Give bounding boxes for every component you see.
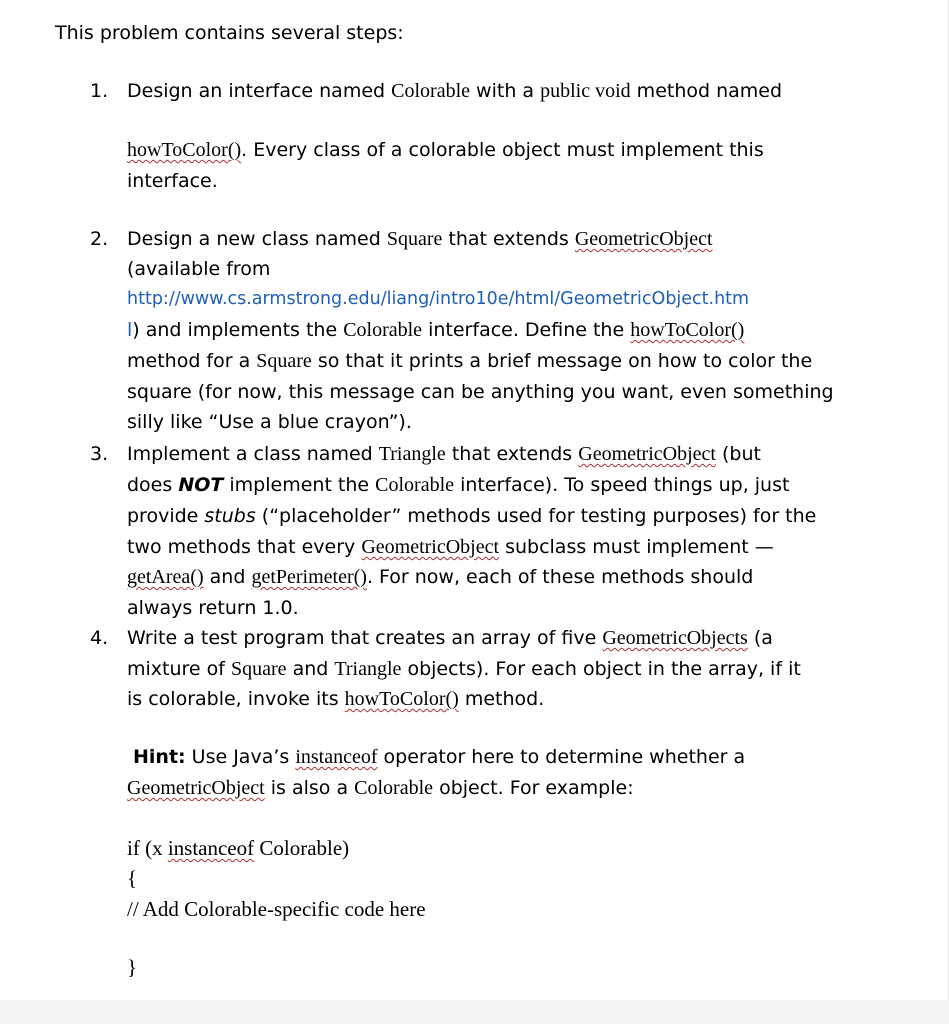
hint-line-1: Hint: Use Java’s instanceof operator here to determine whether a [133, 746, 746, 768]
code-line-2: { [127, 866, 138, 890]
step-3-line-5: getArea() and getPerimeter(). For now, each of these methods should [127, 566, 754, 588]
step-1-line-1: Design an interface named Colorable with a public void method named [127, 80, 783, 102]
code-line-3: // Add Colorable-specific code here [127, 897, 426, 921]
geometricobject-url-link[interactable]: http://www.cs.armstrong.edu/liang/intro10e/html/GeometricObject.htm [127, 289, 750, 309]
step-2-line-7: silly like “Use a blue crayon”). [127, 411, 412, 433]
step-3-line-6: always return 1.0. [127, 597, 299, 619]
code-line-1: if (x instanceof Colorable) [127, 836, 350, 860]
step-2-number: 2. [90, 228, 109, 250]
hint-label: Hint: [133, 746, 186, 768]
step-2-line-2: (available from [127, 258, 271, 280]
step-4-line-1: Write a test program that creates an array of five GeometricObjects (a [127, 627, 773, 649]
step-1-line-2: howToColor(). Every class of a colorable object must implement this [127, 139, 764, 161]
step-2-line-4: l) and implements the Colorable interface. Define the howToColor() [127, 319, 745, 341]
step-4-line-2: mixture of Square and Triangle objects). For each object in the array, if it [127, 658, 801, 680]
step-1-number: 1. [90, 80, 109, 102]
step-1-line-3: interface. [127, 170, 218, 192]
intro-text: This problem contains several steps: [55, 22, 404, 44]
step-3-line-3: provide stubs (“placeholder” methods used for testing purposes) for the [127, 505, 817, 527]
step-3-line-1: Implement a class named Triangle that extends GeometricObject (but [127, 443, 761, 465]
hint-line-2: GeometricObject is also a Colorable object. For example: [127, 777, 634, 799]
step-3-line-4: two methods that every GeometricObject subclass must implement — [127, 536, 774, 558]
step-2-line-5: method for a Square so that it prints a brief message on how to color the [127, 350, 813, 372]
step-4-number: 4. [90, 627, 109, 649]
geometricobject-url-link-end[interactable]: l [127, 319, 133, 341]
step-2-line-1: Design a new class named Square that extends GeometricObject [127, 228, 713, 250]
step-2-line-6: square (for now, this message can be anything you want, even something [127, 381, 834, 403]
step-4-line-3: is colorable, invoke its howToColor() method. [127, 688, 545, 710]
step-3-number: 3. [90, 443, 109, 465]
step-3-line-2: does NOT implement the Colorable interface). To speed things up, just [127, 474, 790, 496]
page-bottom-divider [0, 1000, 949, 1024]
code-line-4: } [127, 955, 138, 979]
